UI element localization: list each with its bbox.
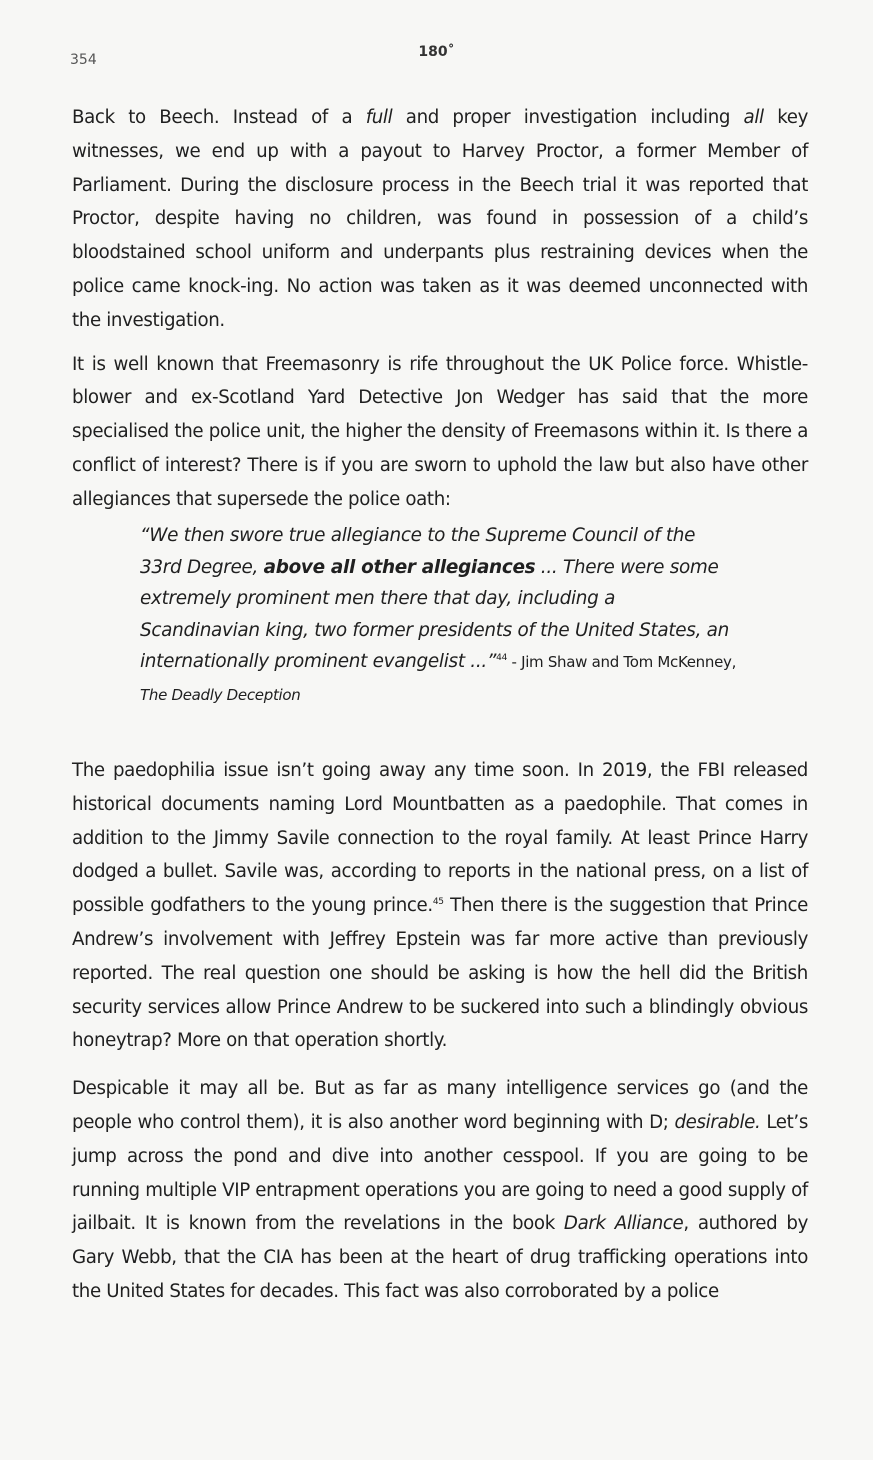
body-text-top: [72, 101, 808, 563]
block-quote: [140, 520, 740, 711]
paragraph-4: Despicable it may all be. But as far as many intelligence services go (and the people who control them), it is also another word beginning with D; desirable. Let’s jump across the pond and dive into another cesspool. If you are going to be running multiple VIP entrapment operations you are going to need a good supply of jailbait. It is known from the revelations in the book Dark Alliance, authored by Gary Webb, that the CIA has been at the heart of drug trafficking operations into the United States for decades. This fact was also corroborated by a police: [72, 1078, 808, 1302]
running-head: 180˚: [418, 44, 455, 60]
quote-text: “We then swore true allegiance to the Supreme Council of the 33rd Degree, above all other allegiances ... There were some extremely prominent men there that day, including a Scandinavian king, two former presidents of the United States, an internationally prominent evangelist ...”$^{44}$ - Jim Shaw and Tom McKenney, The Deadly Deception: [140, 525, 737, 704]
paragraph-3: The paedophilia issue isn’t going away any time soon. In 2019, the FBI released historical documents naming Lord Mountbatten as a paedophile. That comes in addition to the Jimmy Savile connection to the royal family. At least Prince Harry dodged a bullet. Savile was, according to reports in the national press, on a list of possible godfathers to the young prince.$^{45}$ Then there is the suggestion that Prince Andrew’s involvement with Jeffrey Epstein was far more active than previously reported. The real question one should be asking is how the hell did the British security services allow Prince Andrew to be suckered into such a blindingly obvious honeytrap? More on that operation shortly.: [72, 760, 808, 1052]
body-text-bottom: [72, 754, 808, 1309]
paragraph-2: It is well known that Freemasonry is rife throughout the UK Police force. Whistle-blower and ex-Scotland Yard Detective Jon Wedger has said that the more specialised the police unit, the higher the density of Freemasons within it. Is there a conflict of interest? There is if you are sworn to uphold the law but also have other allegiances that supersede the police oath:: [72, 353, 808, 510]
paragraph-1: Back to Beech. Instead of a full and proper investigation including all key witnesses, we end up with a payout to Harvey Proctor, a former Member of Parliament. During the disclosure process in the Beech trial it was reported that Proctor, despite having no children, was found in possession of a child’s bloodstained school uniform and underpants plus restraining devices when the police came knock-ing. No action was taken as it was deemed unconnected with the investigation.: [72, 107, 808, 331]
page-number: 354: [70, 52, 97, 68]
quote-attribution: - Jim Shaw and Tom McKenney, The Deadly Deception: [140, 653, 737, 704]
footnote-marker-45: 45: [432, 897, 444, 908]
footnote-marker-44: 44: [496, 652, 508, 663]
